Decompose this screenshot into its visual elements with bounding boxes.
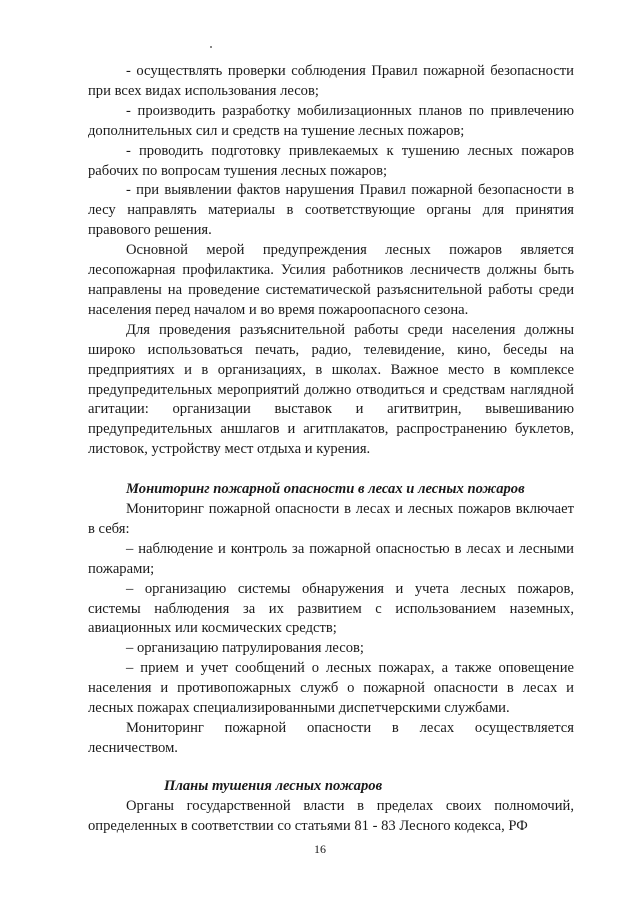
paragraph: – наблюдение и контроль за пожарной опасностью в лесах и лесными пожарами; (88, 540, 574, 577)
paragraph: – прием и учет сообщений о лесных пожарах, а также оповещение населения и противопожарных служб о пожарной опасности в лесах и лесных пожарах специализированными диспетчерскими службами. (88, 660, 574, 717)
paragraph: Органы государственной власти в пределах своих полномочий, определенных в соответствии со статьями 81 - 83 Лесного кодекса, РФ (88, 797, 574, 834)
text-column (88, 62, 574, 837)
section-heading-plans: Планы тушения лесных пожаров (164, 777, 383, 794)
section-gap (88, 759, 574, 777)
scan-speck (210, 46, 212, 48)
paragraph: – организацию системы обнаружения и учета лесных пожаров, системы наблюдения за их развитием с использованием наземных, авиационных или космических средств; (88, 580, 574, 637)
paragraph: - проводить подготовку привлекаемых к тушению лесных пожаров рабочих по вопросам тушения лесных пожаров; (88, 142, 574, 179)
paragraph: - при выявлении фактов нарушения Правил пожарной безопасности в лесу направлять материалы в соответствующие органы для принятия правового решения. (88, 182, 574, 239)
paragraph: Основной мерой предупреждения лесных пожаров является лесопожарная профилактика. Усилия работников лесничеств должны быть направлены на проведение систематической разъяснительной работы среди населения перед началом и во время пожароопасного сезона. (88, 242, 574, 318)
paragraph: Мониторинг пожарной опасности в лесах и лесных пожаров включает в себя: (88, 501, 574, 537)
paragraph: Для проведения разъяснительной работы среди населения должны широко использоваться печать, радио, телевидение, кино, беседы на предприятиях и в организациях, в школах. Важное место в комплексе предупредительных мероприятий должно отводиться и средствам наглядной агитации: организации выставок и агитвитрин, вывешиванию предупредительных аншлагов и агитплакатов, распространению буклетов, листовок, устройству мест отдыха и курения. (88, 321, 574, 458)
page-number: 16 (314, 842, 326, 856)
paragraph: Мониторинг пожарной опасности в лесах осуществляется лесничеством. (88, 720, 574, 756)
section-gap (88, 460, 574, 480)
section-heading-monitoring: Мониторинг пожарной опасности в лесах и лесных пожаров (126, 481, 525, 498)
paragraph: - производить разработку мобилизационных планов по привлечению дополнительных сил и средств на тушение лесных пожаров; (88, 102, 574, 139)
paragraph: - осуществлять проверки соблюдения Правил пожарной безопасности при всех видах использования лесов; (88, 63, 574, 99)
paragraph: – организацию патрулирования лесов; (126, 640, 364, 657)
